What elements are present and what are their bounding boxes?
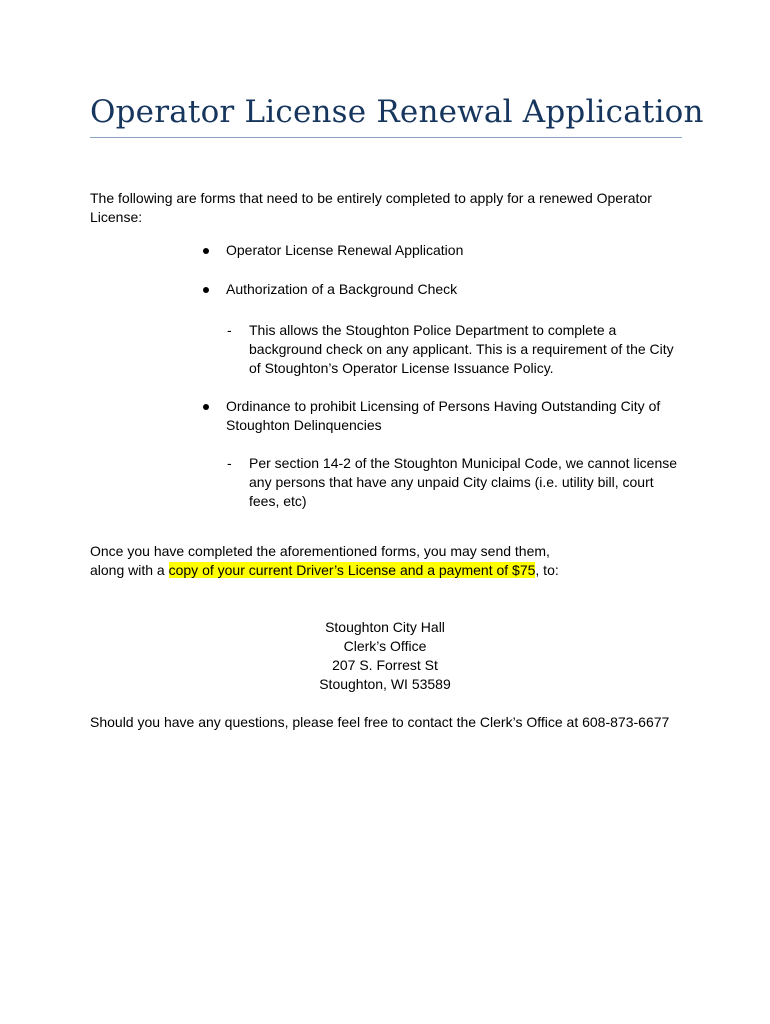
form-note-text: Per section 14-2 of the Stoughton Municipal Code, we cannot license any persons that have any unpaid City claims (i.e. utility bill, court fees, etc) bbox=[249, 455, 678, 509]
title-underline bbox=[90, 137, 682, 138]
bullet-icon bbox=[203, 404, 209, 410]
send-line-1: Once you have completed the aforementioned forms, you may send them, bbox=[90, 543, 550, 559]
send-line-2 bbox=[90, 561, 690, 580]
address-line-1: Stoughton City Hall bbox=[325, 619, 445, 635]
form-label: Authorization of a Background Check bbox=[226, 281, 458, 297]
form-label: Operator License Renewal Application bbox=[226, 242, 464, 258]
send-instructions bbox=[90, 542, 690, 580]
mailing-address bbox=[285, 618, 485, 694]
intro-paragraph: The following are forms that need to be entirely completed to apply for a renewed Operator License: bbox=[90, 190, 652, 225]
bullet-icon bbox=[203, 248, 209, 254]
highlighted-requirement: copy of your current Driver’s License and a payment of $75 bbox=[168, 562, 536, 578]
address-line-2: Clerk’s Office bbox=[343, 638, 427, 654]
dash-marker: - bbox=[227, 455, 232, 471]
send-line-2-prefix: along with a bbox=[90, 562, 169, 578]
bullet-icon bbox=[203, 287, 209, 293]
contact-paragraph: Should you have any questions, please feel free to contact the Clerk’s Office at 608-873-6677 bbox=[90, 714, 670, 730]
address-line-3: 207 S. Forrest St bbox=[332, 657, 438, 673]
page-title: Operator License Renewal Application bbox=[90, 94, 704, 130]
dash-marker: - bbox=[227, 322, 232, 338]
form-label: Ordinance to prohibit Licensing of Persons Having Outstanding City of Stoughton Delinquencies bbox=[226, 398, 661, 433]
address-line-4: Stoughton, WI 53589 bbox=[319, 676, 451, 692]
send-line-2-suffix: , to: bbox=[535, 562, 559, 578]
form-note-text: This allows the Stoughton Police Department to complete a background check on any applicant. This is a requirement of the City of Stoughton’s Operator License Issuance Policy. bbox=[249, 322, 674, 376]
